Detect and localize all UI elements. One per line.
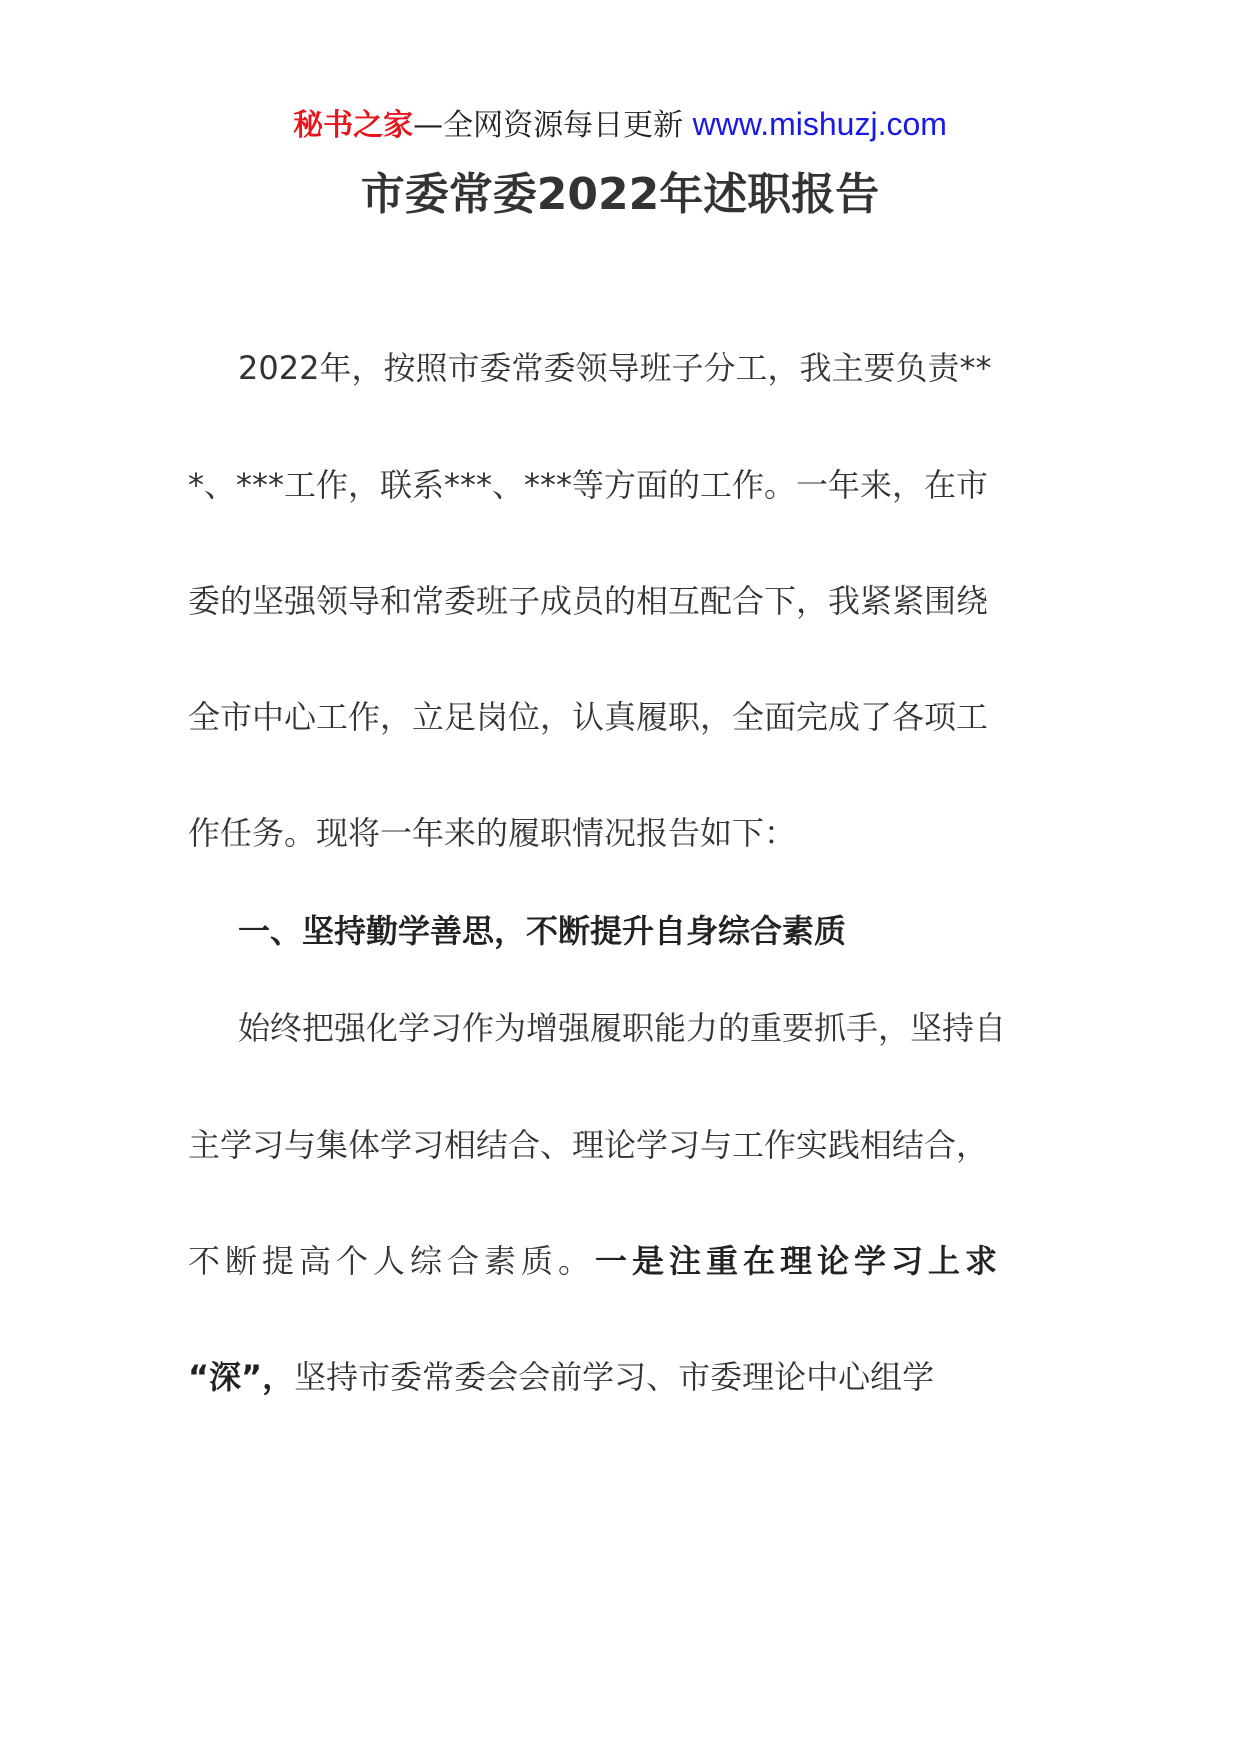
site-header — [0, 96, 1240, 154]
paragraph-line: *、***工作，联系***、***等方面的工作。一年来，在市 — [188, 466, 989, 504]
paragraph-line — [188, 1347, 1058, 1407]
paragraph-line: 2022年，按照市委常委领导班子分工，我主要负责** — [238, 349, 992, 387]
paragraph-line — [188, 1231, 1058, 1291]
paragraph-text: 坚持市委常委会会前学习、市委理论中心组学 — [294, 1358, 935, 1396]
bold-lead-phrase: 一是注重在理论学习上求 — [595, 1242, 1003, 1280]
site-url-link[interactable]: www.mishuzj.com — [692, 106, 947, 142]
bold-keyword: “深”， — [188, 1358, 295, 1396]
paragraph-line: 委的坚强领导和常委班子成员的相互配合下，我紧紧围绕 — [188, 582, 989, 620]
paragraph-line: 始终把强化学习作为增强履职能力的重要抓手，坚持自 — [238, 1009, 1007, 1047]
paragraph-line: 主学习与集体学习相结合、理论学习与工作实践相结合， — [188, 1126, 989, 1164]
paragraph-line: 全市中心工作，立足岗位，认真履职，全面完成了各项工 — [188, 698, 989, 736]
section-heading: 一、坚持勤学善思，不断提升自身综合素质 — [238, 912, 847, 950]
site-slogan: —全网资源每日更新 — [413, 108, 693, 143]
document-title: 市委常委2022年述职报告 — [360, 169, 880, 220]
paragraph-line: 作任务。现将一年来的履职情况报告如下： — [188, 814, 797, 852]
paragraph-text: 不断提高个人综合素质。 — [188, 1242, 596, 1280]
site-brand: 秘书之家 — [293, 108, 414, 143]
